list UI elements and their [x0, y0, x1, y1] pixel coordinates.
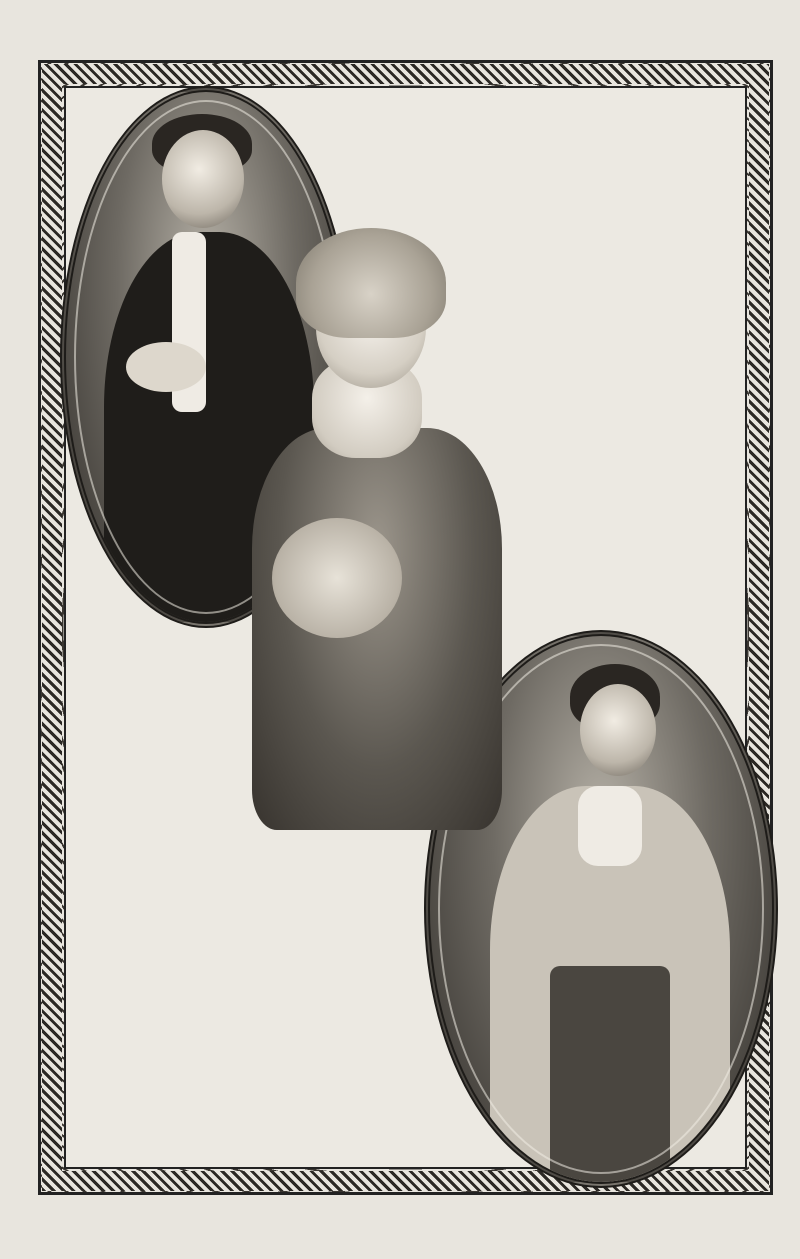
photo-genevieve-vix [232, 228, 504, 830]
